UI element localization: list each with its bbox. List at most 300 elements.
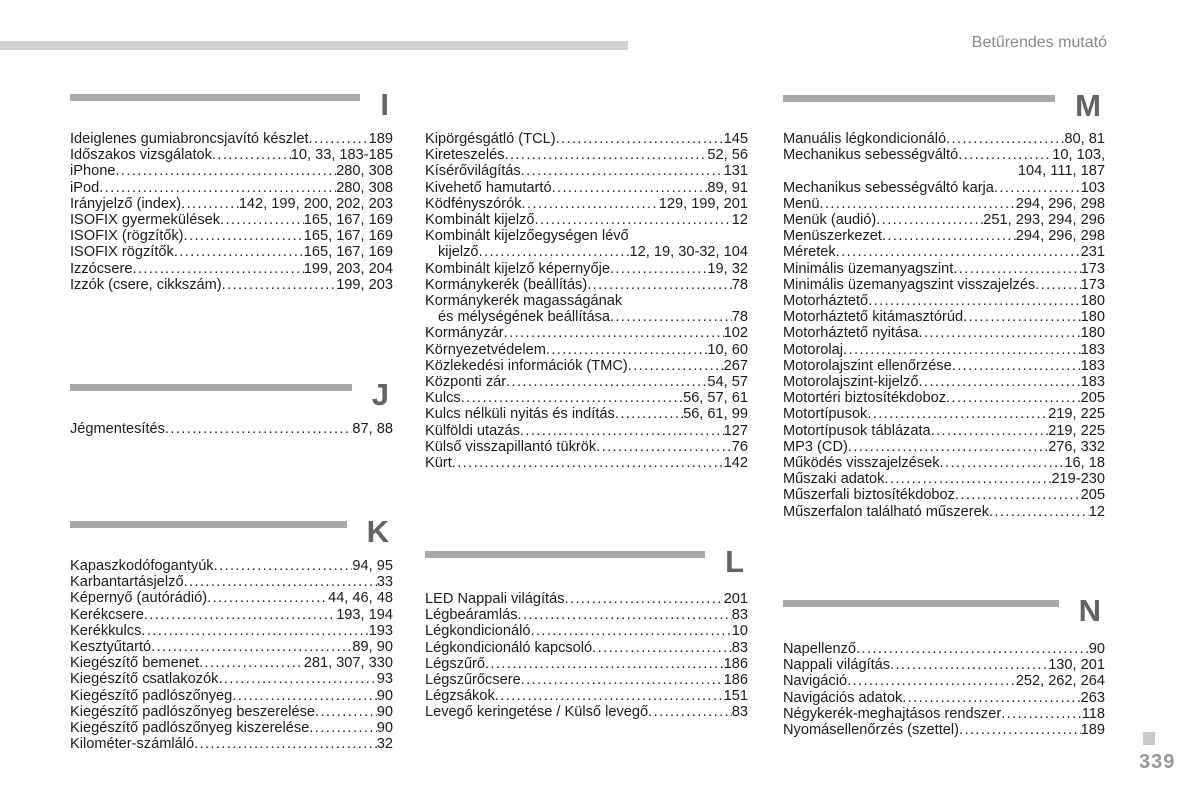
index-entry [70,574,393,590]
dot-leader [940,455,1065,471]
index-entry [425,455,748,471]
entry-pages: 165, 167, 169 [303,212,393,229]
dot-leader [610,309,732,325]
section-header [783,88,1105,123]
index-entry [783,277,1105,293]
index-section-k [70,514,393,753]
section-rule [70,521,347,528]
section-header [70,377,393,412]
entry-pages: 93 [376,671,393,688]
index-entry [425,591,748,607]
dot-leader [963,309,1081,325]
dot-leader [546,342,708,358]
index-entry [783,673,1105,689]
index-section-k-continued [425,131,748,471]
entry-label: Kombinált kijelzőegységen lévő [425,228,629,245]
entry-pages: 10, 60 [707,341,748,358]
index-entry [70,720,393,736]
dot-leader [820,196,1016,212]
entry-label: Menüszerkezet [783,228,882,245]
dot-leader [212,147,291,163]
entry-label: Mechanikus sebességváltó [783,147,959,164]
index-entry [425,358,748,374]
entry-pages: 189 [368,131,393,147]
index-entry [783,196,1105,212]
index-entry [783,342,1105,358]
section-letter: I [380,87,389,122]
entry-label: Manuális légkondicionáló [783,131,947,147]
dot-leader [1001,706,1082,722]
entry-pages: 183 [1080,357,1105,374]
entry-label: Izzócsere [70,260,133,277]
entry-label: ISOFIX rögzítők [70,244,174,261]
index-entries [783,641,1105,738]
dot-leader [953,261,1080,277]
entry-label: Műszaki adatok [783,471,885,488]
entry-pages: 183 [1080,374,1105,391]
entry-label: Levegő keringetése / Külső levegő [425,704,649,721]
dot-leader [592,640,732,656]
entry-label: Műszerfalon található műszerek [783,503,990,520]
index-entry [70,736,393,752]
index-entries [425,131,748,471]
entry-label: Motortípusok [783,406,868,423]
entry-pages: 130, 201 [1048,657,1105,674]
entry-pages: 205 [1080,487,1105,504]
entry-pages: 104, 111, 187 [1017,163,1105,180]
entry-label: Napellenző [783,641,857,657]
dot-leader [521,672,724,688]
dot-leader [843,342,1081,358]
entry-label: Kapaszkodófogantyúk [70,558,214,574]
dot-leader [218,671,376,687]
dot-leader [184,228,304,244]
entry-pages: 151 [723,688,748,705]
entry-pages: 78 [731,276,748,293]
dot-leader [876,212,983,228]
entry-pages: 129, 199, 201 [658,195,748,212]
entry-label: iPhone [70,163,116,180]
entry-pages: 89, 91 [707,179,748,196]
entry-label: Minimális üzemanyagszint visszajelzés [783,276,1036,293]
entry-label: Motorháztető kitámasztórúd [783,309,964,326]
entry-label: Műszerfali biztosítékdoboz [783,487,955,504]
dot-leader [946,131,1064,147]
section-header [783,593,1105,628]
index-entry [70,212,393,228]
entry-pages: 180 [1080,309,1105,326]
dot-leader [530,623,731,639]
index-entry [70,261,393,277]
entry-pages: 219, 225 [1048,422,1105,439]
entry-pages: 127 [723,422,748,439]
index-entry [783,147,1105,163]
entry-label: Kürt [425,455,452,472]
index-entry [425,406,748,422]
dot-leader [520,423,724,439]
index-column-middle [425,0,748,800]
entry-pages: 201 [723,591,748,607]
dot-leader [309,131,369,147]
index-column-left [70,0,393,800]
entry-pages: 83 [731,607,748,624]
entry-label: Kerékkulcs [70,622,142,639]
entry-label: Kesztyűtartó [70,639,152,656]
entry-label: Kilométer-számláló [70,736,195,753]
index-entry [425,309,748,325]
index-entry [425,147,748,163]
index-entry [70,623,393,639]
dot-leader [315,704,377,720]
index-entry [425,607,748,623]
entry-label: Kiegészítő csatlakozók [70,671,219,688]
entry-label: Képernyő (autórádió) [70,590,208,607]
index-entry [70,196,393,212]
index-entry [425,277,748,293]
index-entry [783,423,1105,439]
index-entry [425,244,748,260]
dot-leader [479,244,630,260]
entry-pages: 78 [731,309,748,326]
page-header-title: Betűrendes mutató [971,34,1107,51]
dot-leader [505,147,708,163]
index-entry [425,656,748,672]
entry-label: Környezetvédelem [425,341,546,358]
dot-leader [952,358,1081,374]
index-entry [783,325,1105,341]
entry-label: Kiegészítő padlószőnyeg beszerelése [70,703,316,720]
entry-pages: 186 [723,655,748,672]
index-entry [70,671,393,687]
index-column-right [783,0,1105,800]
dot-leader [989,504,1089,520]
dot-leader [220,212,304,228]
index-entries [425,591,748,721]
index-entry [425,131,748,147]
dot-leader [958,147,1052,163]
index-entry [70,688,393,704]
dot-leader [856,641,1089,657]
entry-label: Kombinált kijelző képernyője [425,260,610,277]
entry-pages: 219, 225 [1048,406,1105,423]
dot-leader [556,131,724,147]
entry-label: Motortéri biztosítékdoboz [783,390,947,407]
entry-pages: 19, 32 [707,260,748,277]
section-rule [783,600,1059,607]
entry-pages: 180 [1080,293,1105,310]
index-entry [783,163,1105,179]
index-entry [783,439,1105,455]
dot-leader [521,163,724,179]
entry-pages: 83 [731,639,748,656]
entry-label: Kiegészítő padlószőnyeg [70,687,233,704]
index-entry [783,471,1105,487]
section-rule [425,551,705,558]
index-entry [783,390,1105,406]
entry-pages: 118 [1081,705,1105,722]
dot-leader [648,704,732,720]
entry-pages: 180 [1080,325,1105,342]
section-header [70,514,393,549]
index-entry [783,374,1105,390]
entry-pages: 294, 296, 298 [1015,195,1105,212]
entry-pages: 199, 203, 204 [303,260,393,277]
dot-leader [902,690,1080,706]
dot-leader [207,590,328,606]
index-entry [783,706,1105,722]
dot-leader [931,423,1049,439]
dot-leader [485,656,724,672]
section-rule [70,384,352,391]
entry-label: kijelző [438,244,479,261]
entry-label: Navigáció [783,673,848,690]
dot-leader [184,574,377,590]
entry-label: Kísérővilágítás [425,163,521,180]
index-entry [783,293,1105,309]
entry-pages: 189 [1080,722,1105,739]
entry-pages: 54, 57 [707,374,748,391]
entry-label: Légkondicionáló [425,623,531,640]
entry-label: Külső visszapillantó tükrök [425,438,597,455]
entry-pages: 94, 95 [352,558,393,574]
entry-label: Négykerék-meghajtásos rendszer [783,705,1002,722]
dot-leader [847,673,1016,689]
entry-label: Motortípusok táblázata [783,422,931,439]
index-entry [425,688,748,704]
entry-pages: 76 [731,438,748,455]
index-entry [425,623,748,639]
section-header [70,87,393,122]
index-entry [70,590,393,606]
entry-label: Kipörgésgátló (TCL) [425,131,556,147]
entry-pages: 10, 33, 183-185 [290,147,393,164]
index-entry [70,228,393,244]
index-entry [783,406,1105,422]
entry-pages: 83 [731,704,748,721]
entry-pages: 102 [723,325,748,342]
entry-pages: 80, 81 [1064,131,1105,147]
entry-pages: 186 [723,672,748,689]
entry-pages: 10, 103, [1052,147,1105,164]
dot-leader [890,657,1048,673]
entry-label: Jégmentesítés [70,421,165,437]
section-header [425,544,748,579]
entry-label: Légszűrőcsere [425,672,521,689]
dot-leader [506,374,707,390]
dot-leader [867,406,1048,422]
index-section-j [70,377,393,437]
entry-pages: 252, 262, 264 [1015,673,1105,690]
dot-leader [174,244,304,260]
index-entry [425,704,748,720]
entry-label: ISOFIX (rögzítők) [70,228,184,245]
entry-pages: 199, 203 [336,276,393,293]
entry-pages: 145 [723,131,748,147]
dot-leader [165,421,353,437]
index-entry [783,657,1105,673]
index-section-n [783,593,1105,739]
index-entry [783,504,1105,520]
index-entry [783,690,1105,706]
entry-pages: 10 [731,623,748,640]
entry-label: ISOFIX gyermekülések [70,212,221,229]
entry-pages: 44, 46, 48 [328,590,393,607]
entry-label: Kireteszelés [425,147,505,164]
entry-label: Központi zár [425,374,507,391]
entry-label: Légszűrő [425,655,486,672]
entry-pages: 33 [376,574,393,591]
dot-leader [628,358,724,374]
entry-label: Kulcs [425,390,461,407]
entry-label: Ideiglenes gumiabroncsjavító készlet [70,131,309,147]
index-entry [783,358,1105,374]
entry-pages: 87, 88 [352,421,393,437]
dot-leader [535,212,732,228]
dot-leader [141,623,368,639]
entry-pages: 12 [731,212,748,229]
index-entry [425,180,748,196]
entry-label: Izzók (csere, cikkszám) [70,276,222,293]
entry-pages: 165, 167, 169 [303,244,393,261]
entry-pages: 131 [723,163,748,180]
entry-label: Menük (audió) [783,212,877,229]
entry-label: Méretek [783,244,836,261]
index-entry [70,131,393,147]
index-entry [783,212,1105,228]
dot-leader [214,558,353,574]
entry-label: Kiegészítő padlószőnyeg kiszerelése [70,720,310,737]
dot-leader [587,277,732,293]
index-entry [70,244,393,260]
index-entries [70,421,393,437]
entry-label: Motorolajszint ellenőrzése [783,357,952,374]
entry-label: Működés visszajelzések [783,455,940,472]
dot-leader [918,325,1080,341]
index-entry [783,722,1105,738]
dot-leader [946,390,1081,406]
entry-pages: 267 [723,357,748,374]
index-entry [783,641,1105,657]
dot-leader [884,471,1051,487]
dot-leader [522,196,659,212]
index-entry [70,421,393,437]
index-entry [783,261,1105,277]
index-entry [70,558,393,574]
entry-pages: 90 [376,703,393,720]
entry-label: Kivehető hamutartó [425,179,552,196]
dot-leader [194,736,377,752]
entry-label: Közlekedési információk (TMC) [425,357,628,374]
dot-leader [181,196,239,212]
dot-leader [918,374,1080,390]
index-entry [70,639,393,655]
dot-leader [959,722,1081,738]
dot-leader [955,487,1081,503]
index-entries [70,558,393,752]
entry-pages: 173 [1080,276,1105,293]
entry-label: Minimális üzemanyagszint [783,260,954,277]
entry-pages: 12 [1088,503,1105,520]
index-entry [425,640,748,656]
section-letter: N [1078,593,1101,628]
dot-leader [99,180,336,196]
index-section-i [70,87,393,293]
entry-pages: 276, 332 [1048,438,1105,455]
index-entry [783,309,1105,325]
index-entries [70,131,393,293]
dot-leader [461,390,683,406]
entry-label: Motorolaj [783,341,844,358]
index-entry [70,655,393,671]
entry-label: Mechanikus sebességváltó karja [783,179,994,196]
entry-pages: 56, 61, 99 [683,406,748,423]
entry-label: Kormánykerék magasságának [425,293,623,310]
index-entry [783,131,1105,147]
dot-leader [199,655,304,671]
entry-pages: 294, 296, 298 [1015,228,1105,245]
entry-label: MP3 (CD) [783,438,848,455]
entry-label: Irányjelző (index) [70,195,182,212]
entry-pages: 165, 167, 169 [303,228,393,245]
index-entry [70,704,393,720]
index-section-m [783,88,1105,520]
entry-label: Kormánykerék (beállítás) [425,276,588,293]
index-entry [425,423,748,439]
entry-label: Nyomásellenőrzés (szettel) [783,722,959,739]
index-entries [783,131,1105,520]
entry-pages: 52, 56 [707,147,748,164]
index-entry [70,180,393,196]
dot-leader [452,455,724,471]
index-entry [425,293,748,309]
entry-pages: 173 [1080,260,1105,277]
dot-leader [504,325,724,341]
entry-label: Motorháztető nyitása [783,325,919,342]
dot-leader [552,180,708,196]
entry-label: Menü [783,195,820,212]
entry-label: Kormányzár [425,325,504,342]
entry-pages: 142 [723,455,748,472]
entry-pages: 219-230 [1051,471,1105,488]
dot-leader [1035,277,1080,293]
entry-pages: 103 [1080,179,1105,196]
entry-label: Karbantartásjelző [70,574,184,591]
entry-pages: 263 [1080,689,1105,706]
entry-label: Navigációs adatok [783,689,903,706]
index-entry [783,487,1105,503]
section-letter: M [1075,88,1101,123]
index-entry [783,228,1105,244]
entry-label: iPod [70,179,100,196]
entry-pages: 193 [368,622,393,639]
entry-label: Kulcs nélküli nyitás és indítás [425,406,615,423]
index-entry [425,439,748,455]
index-entry [425,212,748,228]
section-letter: L [725,544,744,579]
index-entry [70,607,393,623]
entry-label: Kiegészítő bemenet [70,655,199,672]
entry-label: Kerékcsere [70,606,144,623]
entry-pages: 183 [1080,341,1105,358]
entry-pages: 205 [1080,390,1105,407]
entry-label: Légzsákok [425,688,495,705]
dot-leader [115,163,336,179]
index-entry [425,672,748,688]
entry-pages: 90 [1088,641,1105,657]
entry-label: Motorolajszint-kijelző [783,374,919,391]
index-entry [783,455,1105,471]
index-entry [425,163,748,179]
